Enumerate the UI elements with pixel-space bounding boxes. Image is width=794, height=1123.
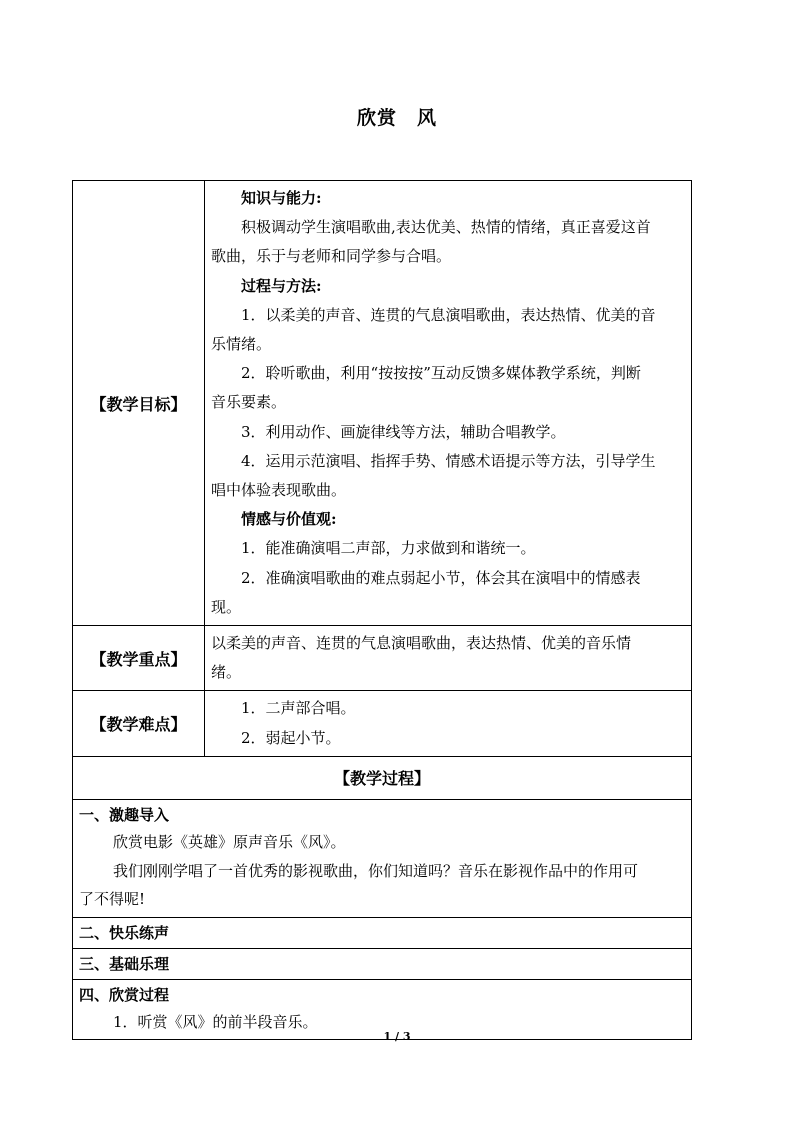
section-3-row [73, 948, 692, 979]
section-2 [73, 917, 692, 948]
section-2-title: 二、快乐练声 [79, 923, 170, 942]
emotion-item-1: 1．能准确演唱二声部，力求做到和谐统一。 [241, 539, 536, 558]
objectives-label: 【教学目标】 [73, 181, 205, 626]
process-header: 【教学过程】 [73, 756, 692, 799]
knowledge-text-2: 歌曲，乐于与老师和同学参与合唱。 [211, 247, 452, 266]
process-item-1b: 乐情绪。 [211, 335, 272, 354]
section-3 [73, 948, 692, 979]
section-2-row [73, 917, 692, 948]
section-4-para-1: 1．听赏《风》的前半段音乐。 [113, 1012, 318, 1031]
section-3-title: 三、基础乐理 [79, 954, 170, 973]
key-points-row [73, 626, 692, 691]
section-1 [73, 799, 692, 917]
key-points-text-1: 以柔美的声音、连贯的气息演唱歌曲，表达热情、优美的音乐情 [211, 634, 632, 653]
process-heading: 过程与方法: [241, 276, 322, 295]
key-points-label: 【教学重点】 [73, 626, 205, 691]
lesson-plan-table [72, 180, 692, 1040]
difficulties-row [73, 691, 692, 756]
difficulties-label: 【教学难点】 [73, 691, 205, 756]
process-item-4b: 唱中体验表现歌曲。 [211, 481, 347, 500]
process-item-2b: 音乐要素。 [211, 393, 287, 412]
section-1-title: 一、激趣导入 [79, 805, 170, 824]
process-item-2a: 2．聆听歌曲，利用“按按按”互动反馈多媒体教学系统，判断 [241, 364, 641, 383]
difficulties-content [205, 691, 692, 756]
knowledge-heading: 知识与能力: [241, 189, 322, 207]
process-item-1a: 1．以柔美的声音、连贯的气息演唱歌曲，表达热情、优美的音 [241, 305, 656, 324]
emotion-item-2b: 现。 [211, 597, 242, 616]
key-points-content [205, 626, 692, 691]
key-points-text-2: 绪。 [211, 663, 242, 682]
process-item-4a: 4．运用示范演唱、指挥手势、情感术语提示等方法，引导学生 [241, 451, 656, 470]
section-1-para-2a: 我们刚刚学唱了一首优秀的影视歌曲，你们知道吗？音乐在影视作品中的作用可 [113, 861, 639, 880]
section-1-para-2b: 了不得呢! [79, 889, 146, 908]
objectives-content [205, 181, 692, 626]
section-1-para-1: 欣赏电影《英雄》原声音乐《风》。 [113, 832, 346, 851]
objectives-row [73, 181, 692, 626]
page-number: 1 / 3 [383, 1030, 411, 1043]
process-header-row [73, 756, 692, 799]
process-item-3: 3．利用动作、画旋律线等方法，辅助合唱教学。 [241, 422, 566, 441]
emotion-item-2a: 2．准确演唱歌曲的难点弱起小节，体会其在演唱中的情感表 [241, 568, 641, 587]
section-1-row [73, 799, 692, 917]
knowledge-text-1: 积极调动学生演唱歌曲,表达优美、热情的情绪，真正喜爱这首 [241, 218, 651, 237]
difficulty-item-2: 2．弱起小节。 [241, 728, 341, 747]
difficulty-item-1: 1．二声部合唱。 [241, 699, 356, 718]
emotion-heading: 情感与价值观: [241, 510, 337, 529]
section-4-title: 四、欣赏过程 [79, 985, 170, 1004]
document-title: 欣赏 风 [356, 107, 437, 129]
